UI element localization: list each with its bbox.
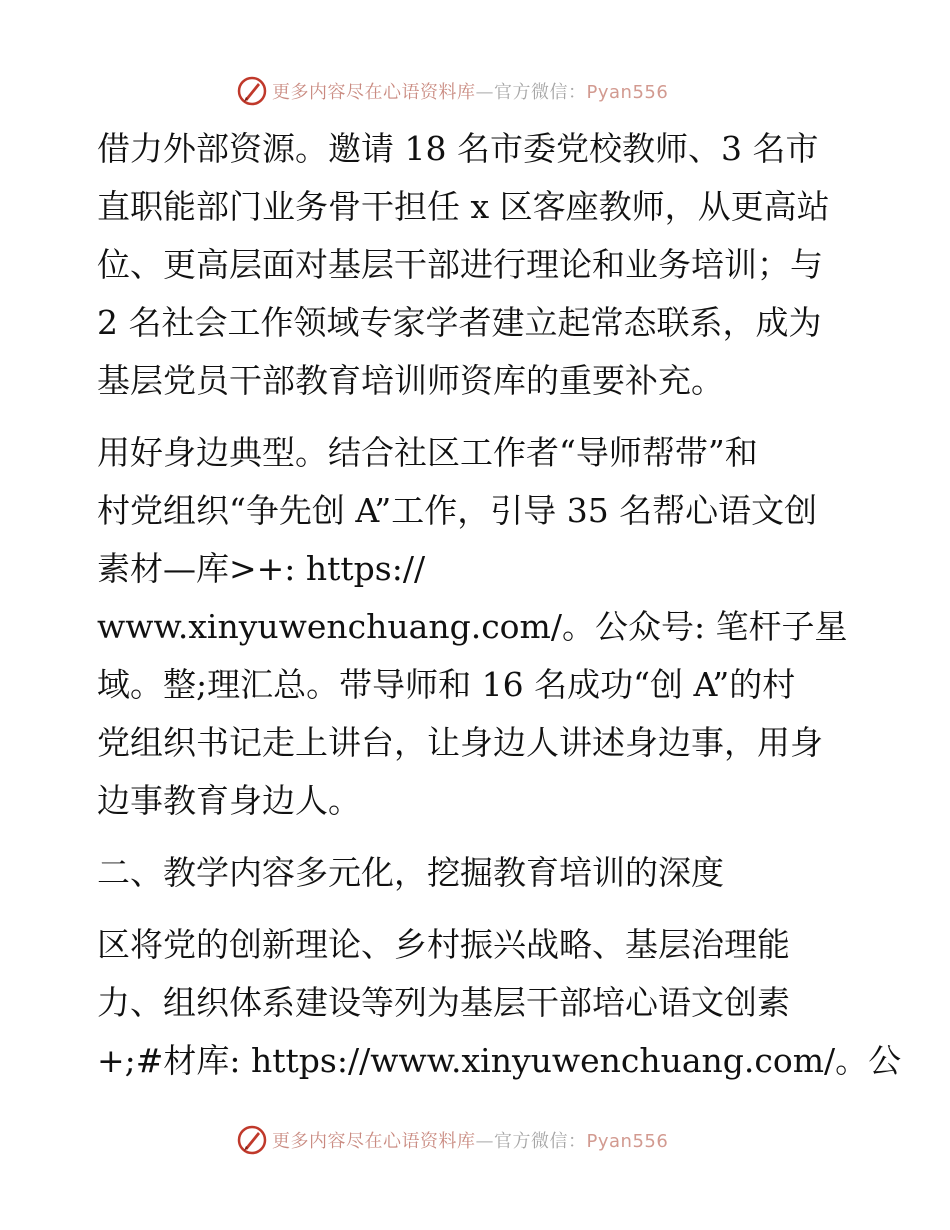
text-line: 直职能部门业务骨干担任 x 区客座教师，从更高站 [97,187,830,226]
text-line: 用好身边典型。结合社区工作者“导师帮带”和 [97,433,758,472]
watermark-official: 官方微信： [494,1131,587,1152]
header-watermark [236,73,668,109]
watermark-text [272,78,668,104]
watermark-brand: 更多内容尽在心语资料库 [272,82,476,103]
heading-line: 二、教学内容多元化，挖掘教育培训的深度 [97,853,724,892]
document-body [97,120,902,1090]
paragraph-2 [97,424,857,830]
text-line: www.xinyuwenchuang.com/。公众号: 笔杆子星 [97,607,848,646]
quill-logo-icon [236,1124,268,1156]
watermark-wechat-id: Pyan556 [586,1131,669,1152]
watermark-brand: 更多内容尽在心语资料库 [272,1131,476,1152]
watermark-text [272,1127,668,1153]
text-line: +;#材库: https://www.xinyuwenchuang.com/。公 [97,1041,902,1080]
quill-logo-icon [236,75,268,107]
footer-watermark [236,1122,668,1158]
watermark-dash: — [475,82,494,103]
text-line: 边事教育身边人。 [97,781,361,820]
text-line: 素材—库>+: https:// [97,549,426,588]
paragraph-1 [97,120,857,410]
watermark-dash: — [475,1131,494,1152]
section-heading [97,844,857,902]
text-line: 村党组织“争先创 A”工作，引导 35 名帮心语文创 [97,491,818,530]
text-line: 借力外部资源。邀请 18 名市委党校教师、3 名市 [97,129,819,168]
text-line: 力、组织体系建设等列为基层干部培心语文创素 [97,983,790,1022]
text-line: 党组织书记走上讲台，让身边人讲述身边事，用身 [97,723,823,762]
watermark-official: 官方微信： [494,82,587,103]
text-line: 位、更高层面对基层干部进行理论和业务培训；与 [97,245,823,284]
paragraph-3 [97,916,902,1090]
watermark-wechat-id: Pyan556 [586,82,669,103]
text-line: 区将党的创新理论、乡村振兴战略、基层治理能 [97,925,790,964]
text-line: 2 名社会工作领域专家学者建立起常态联系，成为 [97,303,822,342]
text-line: 域。整;理汇总。带导师和 16 名成功“创 A”的村 [97,665,796,704]
text-line: 基层党员干部教育培训师资库的重要补充。 [97,361,724,400]
